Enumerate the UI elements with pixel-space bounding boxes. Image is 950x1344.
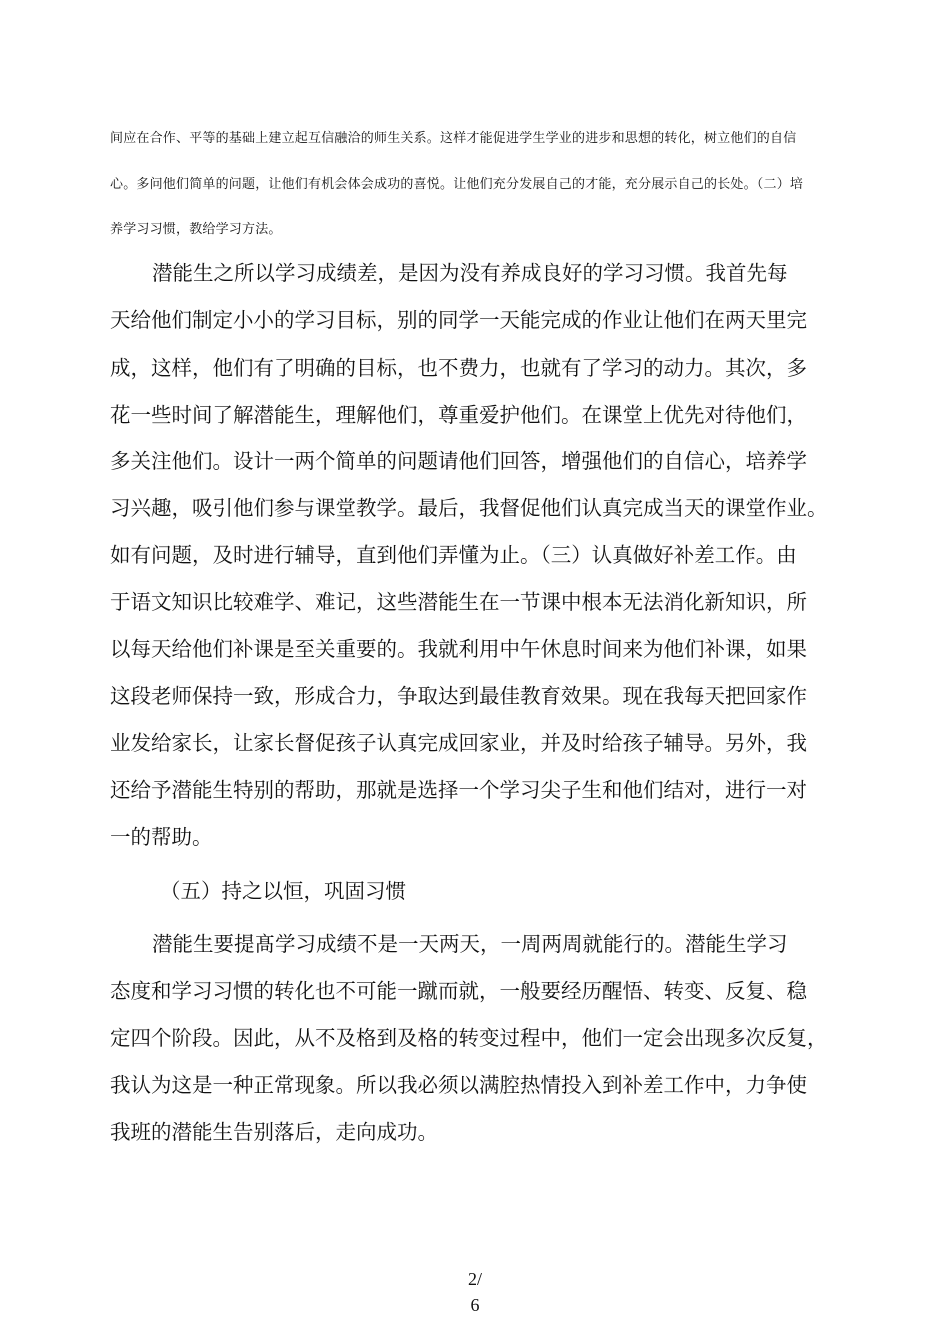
page-number-total: 6	[470, 1295, 480, 1315]
paragraph-1-line: 这段老师保持一致，形成合力，争取达到最佳教育效果。现在我每天把回家作	[110, 684, 807, 708]
paragraph-1-line: 多关注他们。设计一两个简单的问题请他们回答，增强他们的自信心，培养学	[110, 449, 807, 473]
paragraph-2-line: 定四个阶段。因此，从不及格到及格的转变过程中，他们一定会出现多次反复，	[110, 1026, 828, 1050]
page-number-current: 2/	[467, 1269, 482, 1289]
intro-line-2: 心。多问他们简单的问题，让他们有机会体会成功的喜悦。让他们充分发展自己的才能，充分展示自己的长处。（二）培	[110, 177, 804, 192]
paragraph-1-line: 一的帮助。	[110, 825, 213, 849]
paragraph-1-line: 天给他们制定小小的学习目标，别的同学一天能完成的作业让他们在两天里完	[110, 308, 807, 332]
paragraph-2-line: 我认为这是一种正常现象。所以我必须以满腔热情投入到补差工作中，力争使	[110, 1073, 807, 1097]
paragraph-2-line: 潜能生要提髙学习成绩不是一天两天，一周两周就能行的。潜能生学习	[152, 932, 788, 956]
intro-line-1: 间应在合作、平等的基础上建立起互信融洽的师生关系。这样才能促进学生学业的进步和思想的转化，树立他们的自信	[110, 131, 797, 146]
paragraph-1-line: 习兴趣，吸引他们参与课堂教学。最后，我督促他们认真完成当天的课堂作业。	[110, 496, 828, 520]
paragraph-1-line: 如有问题，及时进行辅导，直到他们弄懂为止。（三）认真做好补差工作。由	[110, 543, 797, 567]
paragraph-2-line: 态度和学习习惯的转化也不可能一蹴而就，一般要经历醒悟、转变、反复、稳	[110, 979, 807, 1003]
intro-line-3: 养学习习惯，教给学习方法。	[110, 222, 282, 237]
paragraph-1-line: 花一些时间了解潜能生，理解他们，尊重爱护他们。在课堂上优先对待他们，	[110, 403, 807, 427]
paragraph-2-line: 我班的潜能生告别落后，走向成功。	[110, 1120, 438, 1144]
paragraph-1-line: 潜能生之所以学习成绩差，是因为没有养成良好的学习习惯。我首先每	[152, 261, 788, 285]
section-heading: （五）持之以恒，巩固习惯	[160, 879, 406, 903]
paragraph-1-line: 成，这样，他们有了明确的目标，也不费力，也就有了学习的动力。其次，多	[110, 356, 807, 380]
paragraph-1-line: 业发给家长，让家长督促孩子认真完成回家业，并及时给孩子辅导。另外，我	[110, 731, 807, 755]
paragraph-1-line: 还给予潜能生特别的帮助，那就是选择一个学习尖子生和他们结对，进行一对	[110, 778, 807, 802]
paragraph-1-line: 于语文知识比较难学、难记，这些潜能生在一节课中根本无法消化新知识，所	[110, 590, 807, 614]
paragraph-1-line: 以每天给他们补课是至关重要的。我就利用中午休息时间来为他们补课，如果	[110, 637, 807, 661]
